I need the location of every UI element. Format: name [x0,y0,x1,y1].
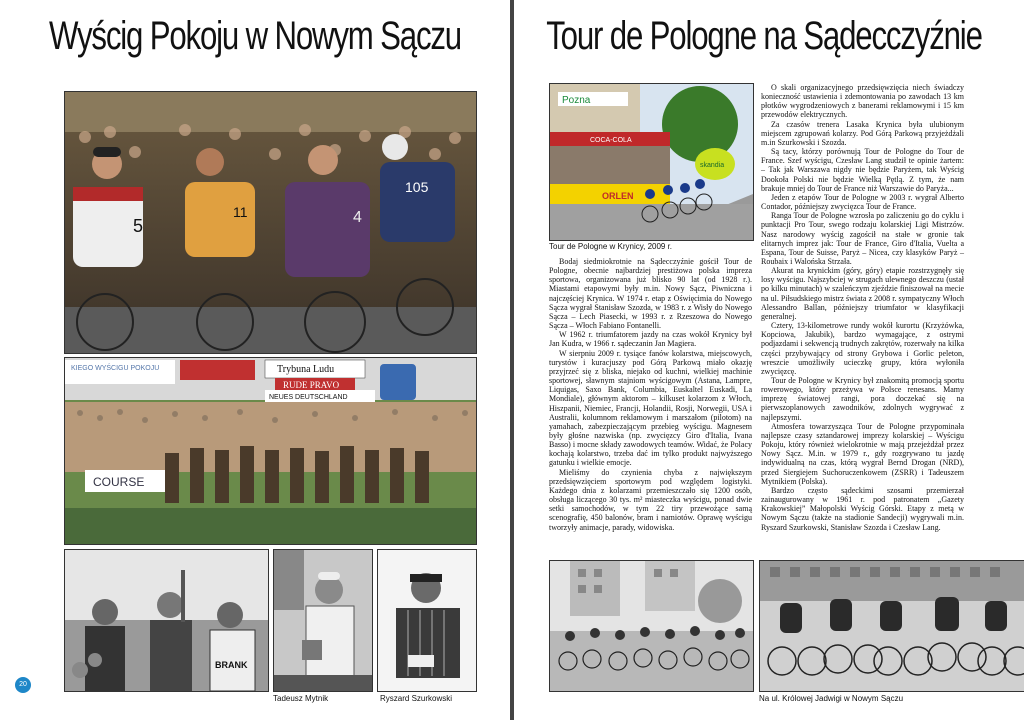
rider-number-5: 5 [133,216,144,236]
caption-jadwiga-street: Na ul. Królowej Jadwigi w Nowym Sączu [759,694,904,703]
paragraph: Bodaj siedmiokrotnie na Sądecczyźnie gościł Tour de Pologne, obecnie najbardziej prestiżowa polska impreza sportowa, organizowana już blisko 90 lat (od 1928 r.). Miastami etapowymi były m.in. Nowy Sącz, Piwniczna i najczęściej Krynica. W 1974 r. etap z Oświęcimia do Nowego Sącza wygrał Stanisław Szozda, w 1983 r. z Wisły do Nowego Sącza – Lech Piasecki, w 1993 r. z Rzeszowa do Nowego Sącza – Włoch Fabiano Fontanelli. [549,257,752,331]
paragraph: Ranga Tour de Pologne wzrosła po zaliczeniu go do cyklu i punktacji Pro Tour, swego rodzaju kolarskiej Ligi Mistrzów. Nasz narodowy wyścig zagościł na stałe w gronie tak elitarnych imprez jak: Tour de France, Giro d'Italia, Vuelta a Espana, Tour de Suisse, Paryż – Nicea, czy klasyków Paryż – Roubaix i Walońska Strzała. [761,211,964,266]
ryszard-szurkowski-photo [377,549,477,692]
paragraph: Akurat na krynickim (góry, góry) etapie rozstrzygnęły się losy wyścigu. Najszybciej w strugach ulewnego deszczu (ustał po kilku minutach) w szaleńczym zjeździe finiszował na mecie na ul. Piłsudskiego mistrz świata z 2008 r. sympatyczny Włoch Alessandro Ballan, późniejszy triumfator w klasyfikacji generalnej. [761,266,964,321]
right-page-title: Tour de Pologne na Sądecczyźnie [546,14,982,58]
rider-number-11: 11 [233,204,248,220]
street-peloton-image [550,561,753,691]
peace-race-cyclists-photo [64,91,477,354]
paragraph: O skali organizacyjnego przedsięwzięcia niech świadczy konieczność ustawienia i zdemontowania po zawodach 13 km płotków wygrodzeniowych z banerami reklamowymi i 15 km przewodów elektrycznych. [761,83,964,120]
tadeusz-mytnik-image [274,550,372,691]
jersey-brank-text: BRANK [215,660,248,670]
banner-course: COURSE [93,475,145,489]
paragraph: Mieliśmy do czynienia chyba z największym przedsięwzięciem sportowym pod względem logistyki. Każdego dnia z kolarzami przemieszczało się 1200 osób, obsługa liczącego 30 tys. m² miasteczka wyścigu, ponad dwie setki samochodów, w tym 22 tiry przewożące samą scenografię, 450 balonów, bram i namiotów. Oprawę wyścigu tworzyły animacje, parady, widowiska. [549,467,752,532]
rider-number-4: 4 [353,209,362,226]
left-page-title: Wyścig Pokoju w Nowym Sączu [48,14,461,58]
sign-skandia: skandia [700,162,725,169]
left-page [0,0,510,720]
paragraph: W 1962 r. triumfatorem jazdy na czas wokół Krynicy był Jan Kudra, w 1966 r. sądeczanin Jan Magiera. [549,330,752,349]
paragraph: Za czasów trenera Lasaka Krynica była ulubionym miejscem zgrupowań kolarzy. Pod Górą Parkową przyjeżdżali m.in Szurkowski i Szozda. [761,119,964,147]
winners-podium-image [65,550,268,691]
caption-ryszard-szurkowski: Ryszard Szurkowski [380,694,453,703]
peace-race-cyclists-image [65,92,476,353]
caption-krynica-2009: Tour de Pologne w Krynicy, 2009 r. [549,242,673,251]
paragraph: W sierpniu 2009 r. tysiące fanów kolarstwa, miejscowych, turystów i kuracjuszy pod Górą Parkową miało okazję przyjrzeć się z bliska, niejako od kuchni, wielkiej machinie sportowej, sławnym stajniom wyścigowym (Astana, Lampre, Liquigas, Saxo Bank, Columbia, Euskaltel Euskadi, La Mondiale), głównym aktorom – kilkuset kolarzom z Włoch, Hiszpanii, Niemiec, Francji, Holandii, Rosji, Norwegii, USA i Australii, kolumnom reklamowym i marszałom (pilotom) na yamahach, zabezpieczającym przebieg wyścigu. Magnesem były głośne nazwiska (np. zwycięzcy Giro d'Italia, Ivana Basso) i mocne składy zawodowych teamów. Widać, że Polacy kochają kolarstwo, trzeba dać im tylko produkt najwyższego gatunku i wielkie emocje. [549,348,752,468]
sign-poznan: Pozna [562,95,591,106]
tadeusz-mytnik-photo [273,549,373,692]
banner-neues-deutschland: NEUES DEUTSCHLAND [269,394,348,401]
jadwiga-street-photo [759,560,1024,692]
peace-race-ceremony-image [65,358,476,544]
banner-trybuna-ludu: Trybuna Ludu [277,364,335,375]
peace-race-ceremony-photo [64,357,477,545]
banner-rude-pravo: RUDE PRAVO [283,380,340,390]
paragraph: Cztery, 13-kilometrowe rundy wokół kurortu (Krzyżówka, Kopciowa, Jakubik), bardzo wymagające, z ostrymi podjazdami i sekwencją trudnych zakrętów, rozerwały na kilka części przybywający od strony Grybowa i Gorlic peleton, wreszcie umożliwiły ucieczkę grupy, która wyłoniła zwycięzcę. [761,321,964,376]
caption-tadeusz-mytnik: Tadeusz Mytnik [273,694,329,703]
krynica-tour-image [550,84,753,240]
paragraph: Tour de Pologne w Krynicy był znakomitą promocją sportu rowerowego, który przeżywa w Polsce renesans. Mamy imprezę światowej rangi, pora doczekać się na pierwszoplanowych zawodników, zdolnych wygrywać z najlepszymi. [761,376,964,422]
krynica-tour-photo [549,83,754,241]
paragraph: Bardzo często sądeckimi szosami przemierzał zainaugurowany w 1961 r. pod patronatem „Gazety Krakowskiej” Małopolski Wyścig Górski. Etapy z metą w Nowym Sączu (także na stadionie Sandecji) wygrywali m.in. Ryszard Szurkowski, Stanisław Szozda i Czesław Lang. [761,485,964,532]
ryszard-szurkowski-image [378,550,476,691]
jadwiga-street-image [760,561,1024,691]
winners-podium-photo [64,549,269,692]
street-peloton-photo [549,560,754,692]
paragraph: Jeden z etapów Tour de Pologne w 2003 r. wygrał Alberto Contador, późniejszy zwycięzca Tour de France. [761,192,964,212]
page-number-badge: 20 [15,677,31,693]
right-page [514,0,1024,720]
article-column-2 [761,83,964,532]
paragraph: Atmosfera towarzysząca Tour de Pologne przypominała najlepsze czasy sztandarowej imprezy kolarskiej – Wyścigu Pokoju, który również wielokrotnie w mają przejeżdżał przez Nowy Sącz. M.in. w 1979 r., gdy rozgrywano tu jazdę indywidualną na czas, którą wygrał Bernd Drogan (NRD), przed Siergiejem Suchoruczenkowem (ZSRR) i Tadeuszem Mytnikiem (Polska). [761,421,964,486]
paragraph: Są tacy, którzy porównują Tour de Pologne do Tour de France. Szef wyścigu, Czesław Lang studził te opinie żartem: – Tak jak Warszawa nigdy nie będzie Paryżem, tak Wyścig Dookoła Polski nie będzie Wielką Pętlą. Z tym, że nam brakuje mniej do Tour de France niż Warszawie do Paryża... [761,147,964,193]
article-column-1 [549,257,752,532]
sign-orlen: ORLEN [602,191,634,201]
banner-peace-race: KIEGO WYŚCIGU POKOJU [71,365,160,372]
rider-number-105: 105 [405,179,429,195]
sign-coca-cola: COCA-COLA [590,137,632,144]
